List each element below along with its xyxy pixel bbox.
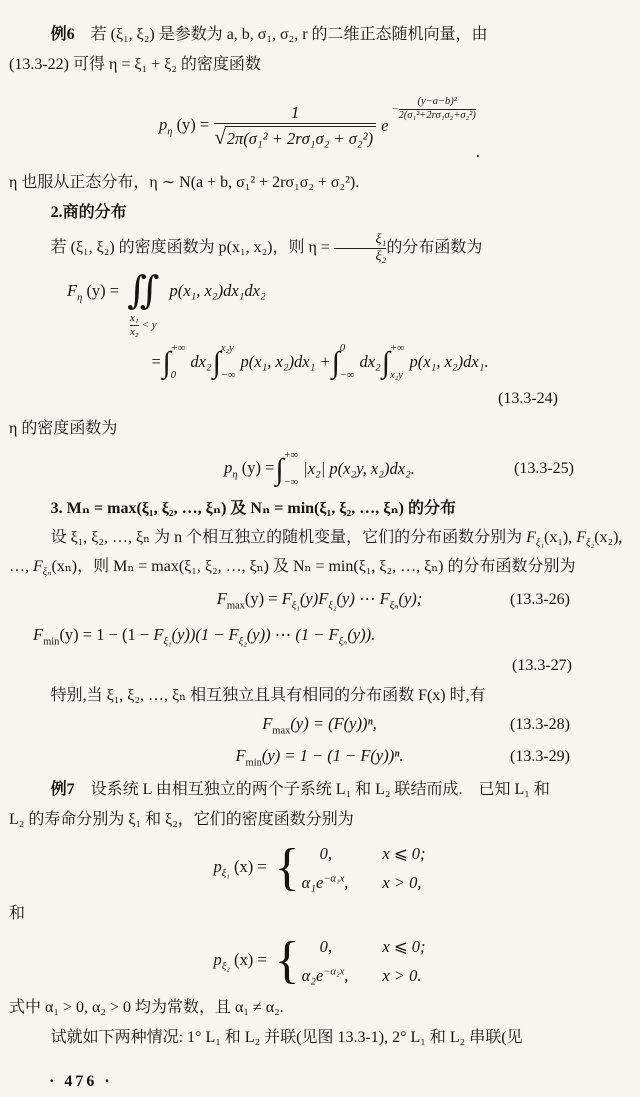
f7-F2: F [228,624,239,644]
f7-sub-min: min [43,636,60,648]
f8-rest: (y) = (F(y))ⁿ, [290,713,377,733]
f6-F1: F [281,588,292,608]
f5-lower: −∞ [283,477,299,489]
integral-sign: ∫ [331,345,340,379]
f4-t3: dx₂ [359,352,381,372]
f3-cond-rest: < y [141,319,157,332]
f6-t2: (y) ⋯ [336,588,380,608]
example7-line1 [9,775,630,805]
f11-row1-value: 0, [319,936,332,956]
f7-s2: ξ₂ [238,636,247,648]
example6-label: 例6 [50,26,75,43]
f5-body: |x₂| p(x₂y, x₂)dx₂. [303,459,415,479]
f4-int2-limits [221,343,236,381]
f3-cond-fraction [130,312,139,338]
f11-row2-value [302,966,349,986]
f10-sub-xi1: ξ₁ [221,868,230,880]
example6-line1-text: 若 (ξ₁, ξ₂) 是参数为 a, b, σ₁, σ₂, r 的二维正态随机向量，由 [74,26,488,43]
f9-sub-min: min [245,757,262,769]
f4-int2-lower: −∞ [220,370,236,382]
f10-row1-cond: x ⩽ 0; [382,843,426,863]
f1-exp-num: (y−a−b)² [417,96,457,108]
f10-cases [302,844,426,893]
f5-lhs [224,458,274,481]
f1-lhs-rest: (y) = [176,114,210,134]
f5-integral [275,450,302,488]
equation-density-xi2 [9,929,630,993]
f9-formula [235,746,403,769]
f10-row1-value: 0, [319,843,332,863]
example6-line1 [9,20,630,50]
f11-row2-exponent: −α₂x [323,966,345,978]
f4-int2-upper: x₂y [220,343,234,355]
integral-sign: ∫ [275,452,284,486]
s3-F2: F [576,529,587,547]
f4-t4: p(x₁, x₂)dx₁. [409,352,489,372]
f6-F2: F [318,588,329,608]
f4-int3-limits [340,343,355,381]
f1-denominator [214,123,376,149]
f4-int4-upper: +∞ [389,343,405,355]
f1-period: . [475,142,481,161]
f3-F: F [67,281,78,300]
section2-intro [9,228,630,268]
f1-exp-den: 2(σ₁²+2rσ₁σ₂+σ₂²) [398,109,476,121]
f7-F1: F [153,624,164,644]
f11-row2-comma: , [344,965,349,985]
f3-lhs-rest: (y) = [86,281,120,300]
f1-exponent [391,96,475,121]
f4-int1-limits [171,343,186,381]
f3-lhs [67,281,119,304]
connector-word-and: 和 [9,905,26,923]
f1-sqrt [214,126,376,149]
f1-exp-sign: − [391,103,399,115]
section3-paragraph [9,524,630,581]
s2-inline-fraction [334,232,386,265]
equation-13-3-28 [9,711,630,739]
integral-sign: ∫ [381,345,390,379]
f5-p: p [224,457,233,477]
section3-heading: 3. Mₙ = max(ξ₁, ξ₂, …, ξₙ) 及 Nₙ = min(ξ₁, ξ₂, …, ξₙ) 的分布 [50,500,457,518]
f4-eq-sign: = [150,352,162,372]
f10-lhs-rest: (x) = [233,856,267,876]
equation-density-xi1 [9,837,630,899]
s2-intro-b: 的分布函数为 [386,239,483,256]
f6-s1: ξ₁ [291,600,300,612]
example7-line1-text: 设系统 L 由相互独立的两个子系统 L₁ 和 L₂ 联结而成. 已知 L₁ 和 [74,781,550,799]
example6-line2: (13.3-22) 可得 η = ξ₁ + ξ₂ 的密度函数 [9,56,261,73]
f10-lhs [213,857,266,880]
eq-label-13-3-28: (13.3-28) [510,716,570,734]
page-number: · 476 · [49,1073,113,1091]
f1-numerator: 1 [291,102,300,122]
s3-sub1: ξ₁ [535,538,545,550]
f3-cond-den: x₂ [129,325,139,338]
eq-label-13-3-26: (13.3-26) [510,591,570,609]
f11-sub-xi2: ξ₂ [221,961,230,973]
example6-conclusion: η 也服从正态分布，η ∼ N(a + b, σ₁² + 2rσ₁σ₂ + σ₂²). [9,174,360,191]
f3-body: p(x₁, x₂)dx₁dx₂ [169,281,266,300]
double-integral-sign: ∬ [127,270,160,312]
f11-cases [302,937,426,986]
integral-sign: ∫ [162,345,171,379]
s3-sub2: ξ₂ [586,538,595,550]
equation-13-3-24 [9,340,630,384]
eq-label-13-3-25: (13.3-25) [514,460,574,478]
f1-lhs [159,115,209,138]
f4-int1-upper: +∞ [170,343,186,355]
f4-int4-lower: x₂y [389,370,403,382]
f11-row2-base: α₂e [301,965,324,985]
f6-t1: (y) [299,588,319,608]
f11-lhs [213,950,266,973]
f3-cond-num: x₁ [129,312,139,324]
f7-t1: (y))(1 − [171,624,229,644]
f8-sub-max: max [272,725,291,737]
s3-t3: (x₂), …, [9,529,623,575]
f1-sub-eta: η [167,125,173,137]
s3-t2: (x₁), [544,529,577,547]
radical-sign: √ [214,124,226,149]
f4-int1-lower: 0 [170,370,177,382]
f7-t3: (y)). [347,624,376,644]
f3-double-integral [127,272,159,338]
f9-F: F [235,745,246,765]
f7-t2: (y)) ⋯ (1 − [246,624,329,644]
f7-sn: ξₙ [338,636,348,648]
f11-lhs-rest: (x) = [233,949,267,969]
f4-int4-limits [390,343,405,381]
f7-Fn: F [328,624,339,644]
f8-F: F [262,713,273,733]
equation-13-3-25 [9,448,630,490]
density-intro-line: η 的密度函数为 [9,420,118,438]
f5-lhs-rest: (y) = [241,457,275,477]
s3-sub3: ξₙ [42,566,52,578]
f8-formula [262,714,377,737]
f1-e: e [381,116,389,135]
f3-condition [130,312,157,338]
f7-s1: ξ₁ [163,636,172,648]
f6-sn: ξₙ [389,600,399,612]
f4-int2 [213,343,240,381]
equation-quotient-cdf [9,272,630,338]
f4-int4 [382,343,409,381]
f6-sub-max: max [226,600,245,612]
f6-s2: ξ₂ [328,600,337,612]
f3-sub-eta: η [77,292,83,304]
example7-line2: L₂ 的寿命分别为 ξ₁ 和 ξ₂，它们的密度函数分别为 [9,811,354,829]
f4-int3 [332,343,359,381]
f4-int3-lower: −∞ [339,370,355,382]
f10-row2-exponent: −α₁x [323,873,345,885]
s3-t4: (xₙ)，则 Mₙ = max(ξ₁, ξ₂, …, ξₙ) 及 Nₙ = min(ξ₁, ξ₂, …, ξₙ) 的分布函数分别为 [51,557,576,575]
f5-limits [284,450,299,488]
f4-int3-upper: 0 [339,343,346,355]
f7-formula [33,625,375,648]
f1-fraction [214,103,376,149]
equation-sum-density [9,90,630,162]
f4-t2: p(x₁, x₂)dx₁ + [240,352,331,372]
f11-row2-cond: x > 0. [382,965,422,985]
eq-label-13-3-27: (13.3-27) [512,657,572,675]
f11-row1-cond: x ⩽ 0; [382,936,426,956]
f6-F: F [216,588,227,608]
f5-upper: +∞ [283,450,299,462]
cases-brace: { [274,839,300,897]
equation-13-3-27 [9,621,630,651]
s3-t1: 设 ξ₁, ξ₂, …, ξₙ 为 n 个相互独立的随机变量，它们的分布函数分别为 [50,529,527,547]
section2-heading: 2.商的分布 [50,204,127,221]
f6-t0: (y) = [244,588,282,608]
f11-p: p [213,949,222,969]
special-case-line: 特别,当 ξ₁, ξ₂, …, ξₙ 相互独立且具有相同的分布函数 F(x) 时,有 [50,687,486,705]
f7-F: F [33,624,44,644]
f6-t3: (y); [398,588,423,608]
eq-label-13-3-24: (13.3-24) [498,390,558,408]
f1-p: p [158,114,168,134]
s2-intro-a: 若 (ξ₁, ξ₂) 的密度函数为 p(x₁, x₂)，则 η = [50,239,334,256]
equation-13-3-29 [9,743,630,771]
s3-F3: F [33,557,43,575]
f6-formula [217,589,423,612]
f6-Fn: F [379,588,390,608]
two-cases-line: 试就如下两种情况: 1° L₁ 和 L₂ 并联(见图 13.3-1), 2° L₁ 和 L₂ 串联(见 [50,1029,523,1047]
f10-row2-comma: , [344,872,349,892]
eq-label-13-3-29: (13.3-29) [510,748,570,766]
cases-brace: { [274,932,300,990]
f10-row2-cond: x > 0, [382,872,422,892]
s2-frac-den: ξ₂ [334,248,386,265]
f10-row2-value [302,873,349,893]
f10-row2-base: α₁e [301,872,324,892]
f4-t1: dx₂ [190,352,212,372]
f5-sub-eta: η [232,469,238,481]
f10-p: p [213,856,222,876]
s2-frac-num: ξ₁ [375,231,387,247]
equation-13-3-26 [9,585,630,615]
s3-F1: F [526,529,536,547]
constants-note: 式中 α₁ > 0, α₂ > 0 均为常数，且 α₁ ≠ α₂. [9,999,284,1017]
f9-rest: (y) = 1 − (1 − F(y))ⁿ. [261,745,404,765]
f1-sqrt-body: 2π(σ₁² + 2rσ₁σ₂ + σ₂²) [225,126,376,149]
f1-exp-fraction [399,96,476,121]
f7-t0: (y) = 1 − (1 − [59,624,154,644]
example7-label: 例7 [50,781,75,799]
integral-sign: ∫ [212,345,221,379]
f4-int1 [163,343,190,381]
